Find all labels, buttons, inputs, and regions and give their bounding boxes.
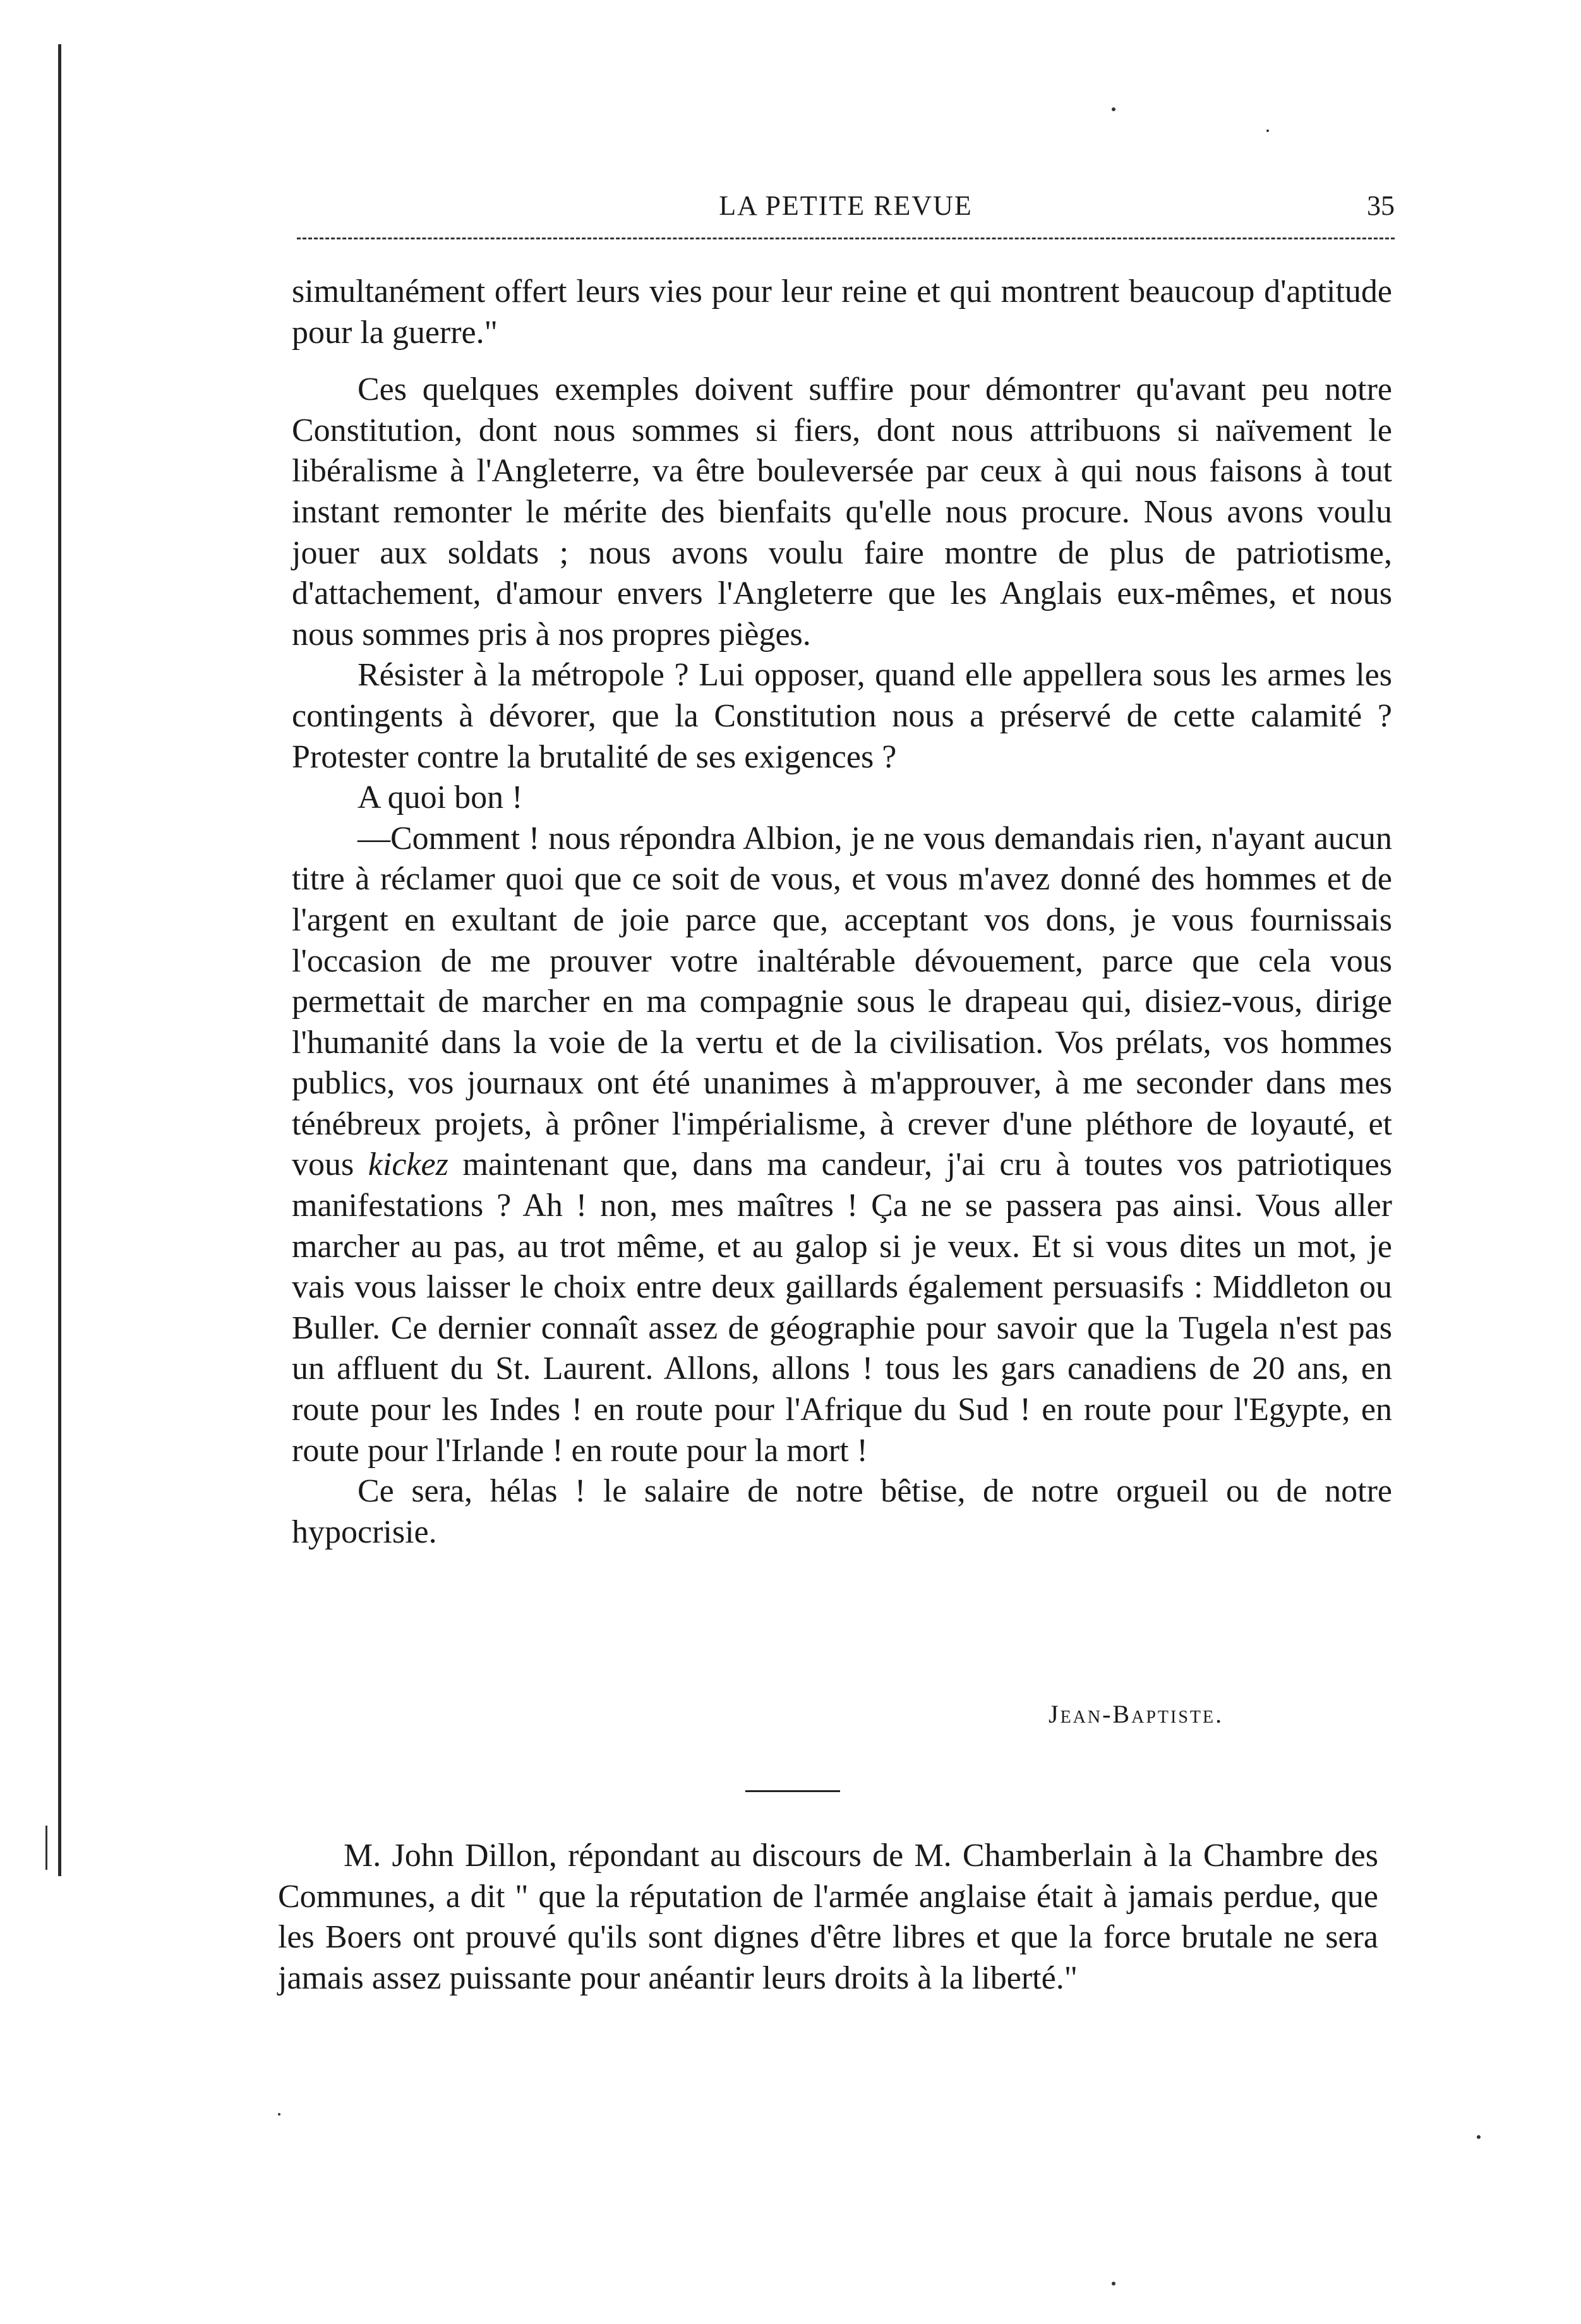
conclusion-paragraph: Ce sera, hélas ! le salaire de notre bêtise, de notre orgueil ou de notre hypocrisie. (292, 1473, 1392, 1550)
author-signature: Jean-Baptiste. (1049, 1700, 1224, 1728)
albion-paragraph (292, 819, 1392, 1472)
note-paragraph: M. John Dillon, répondant au discours de M. Chamberlain à la Chambre des Communes, a dit " que la réputation de l'armée anglaise était à jamais perdue, que les Boers ont prouvé qu'ils sont dignes d'être libres et que la force brutale ne sera jamais assez puissante pour anéantir leurs droits à la liberté." (278, 1838, 1378, 1996)
print-speck (1112, 2282, 1115, 2285)
page-binding-edge-mark (45, 1826, 47, 1870)
albion-text-before: —Comment ! nous répondra Albion, je ne vous demandais rien, n'ayant aucun titre à réclamer quoi que ce soit de vous, et vous m'avez donné des hommes et de l'argent en exultant de joie parce que, acceptant vos dons, je vous fournissais l'occasion de me prouver votre inaltérable dévouement, parce que cela vous permettait de marcher en ma compagnie sous le drapeau qui, disiez-vous, dirige l'humanité dans la voie de la vertu et de la civilisation. Vos prélats, vos hommes publics, vos journaux ont été unanimes à m'approuver, à me seconder dans mes ténébreux projets, à prôner l'impérialisme, à crever d'une pléthore de loyauté, et vous (292, 820, 1392, 1183)
print-speck (1266, 129, 1269, 132)
header-rule (297, 238, 1395, 239)
print-speck (1477, 2135, 1481, 2139)
print-speck (1112, 107, 1115, 111)
article-paragraph: Résister à la métropole ? Lui opposer, quand elle appellera sous les armes les contingents à dévorer, que la Constitution nous a préservé de cette calamité ? Protester contre la brutalité de ses exigences ? (292, 657, 1392, 775)
section-divider (745, 1790, 840, 1792)
continuation-paragraph: simultanément offert leurs vies pour leur reine et qui montrent beaucoup d'aptitude pour la guerre." (292, 274, 1392, 351)
page-number: 35 (1367, 190, 1395, 221)
article-paragraph: Ces quelques exemples doivent suffire pour démontrer qu'avant peu notre Constitution, dont nous sommes si fiers, dont nous attribuons si naïvement le libéralisme à l'Angleterre, va être bouleversée par ceux à qui nous faisons à tout instant remonter le mérite des bienfaits qu'elle nous procure. Nous avons voulu jouer aux soldats ; nous avons voulu faire montre de plus de patriotisme, d'attachement, d'amour envers l'Angleterre que les Anglais eux-mêmes, et nous nous sommes pris à nos propres pièges. (292, 371, 1392, 653)
print-speck (278, 2113, 280, 2116)
news-note (278, 1836, 1378, 1999)
page-header (297, 187, 1395, 225)
albion-text-after: maintenant que, dans ma candeur, j'ai cru à toutes vos patriotiques manifestations ? Ah ! non, mes maîtres ! Ça ne se passera pas ainsi. Vous aller marcher au pas, au trot même, et au galop si je veux. Et si vous dites un mot, je vais vous laisser le choix entre deux gaillards également persuasifs : Middleton ou Buller. Ce dernier connaît assez de géographie pour savoir que la Tugela n'est pas un affluent du St. Laurent. Allons, allons ! tous les gars canadiens de 20 ans, en route pour les Indes ! en route pour l'Afrique du Sud ! en route pour l'Egypte, en route pour l'Irlande ! en route pour la mort ! (292, 1147, 1392, 1469)
page-binding-edge (58, 44, 61, 1876)
article-body (292, 272, 1392, 1553)
article-paragraph: A quoi bon ! (358, 780, 523, 816)
running-title: LA PETITE REVUE (719, 190, 973, 221)
albion-italic-word: kickez (368, 1147, 448, 1183)
